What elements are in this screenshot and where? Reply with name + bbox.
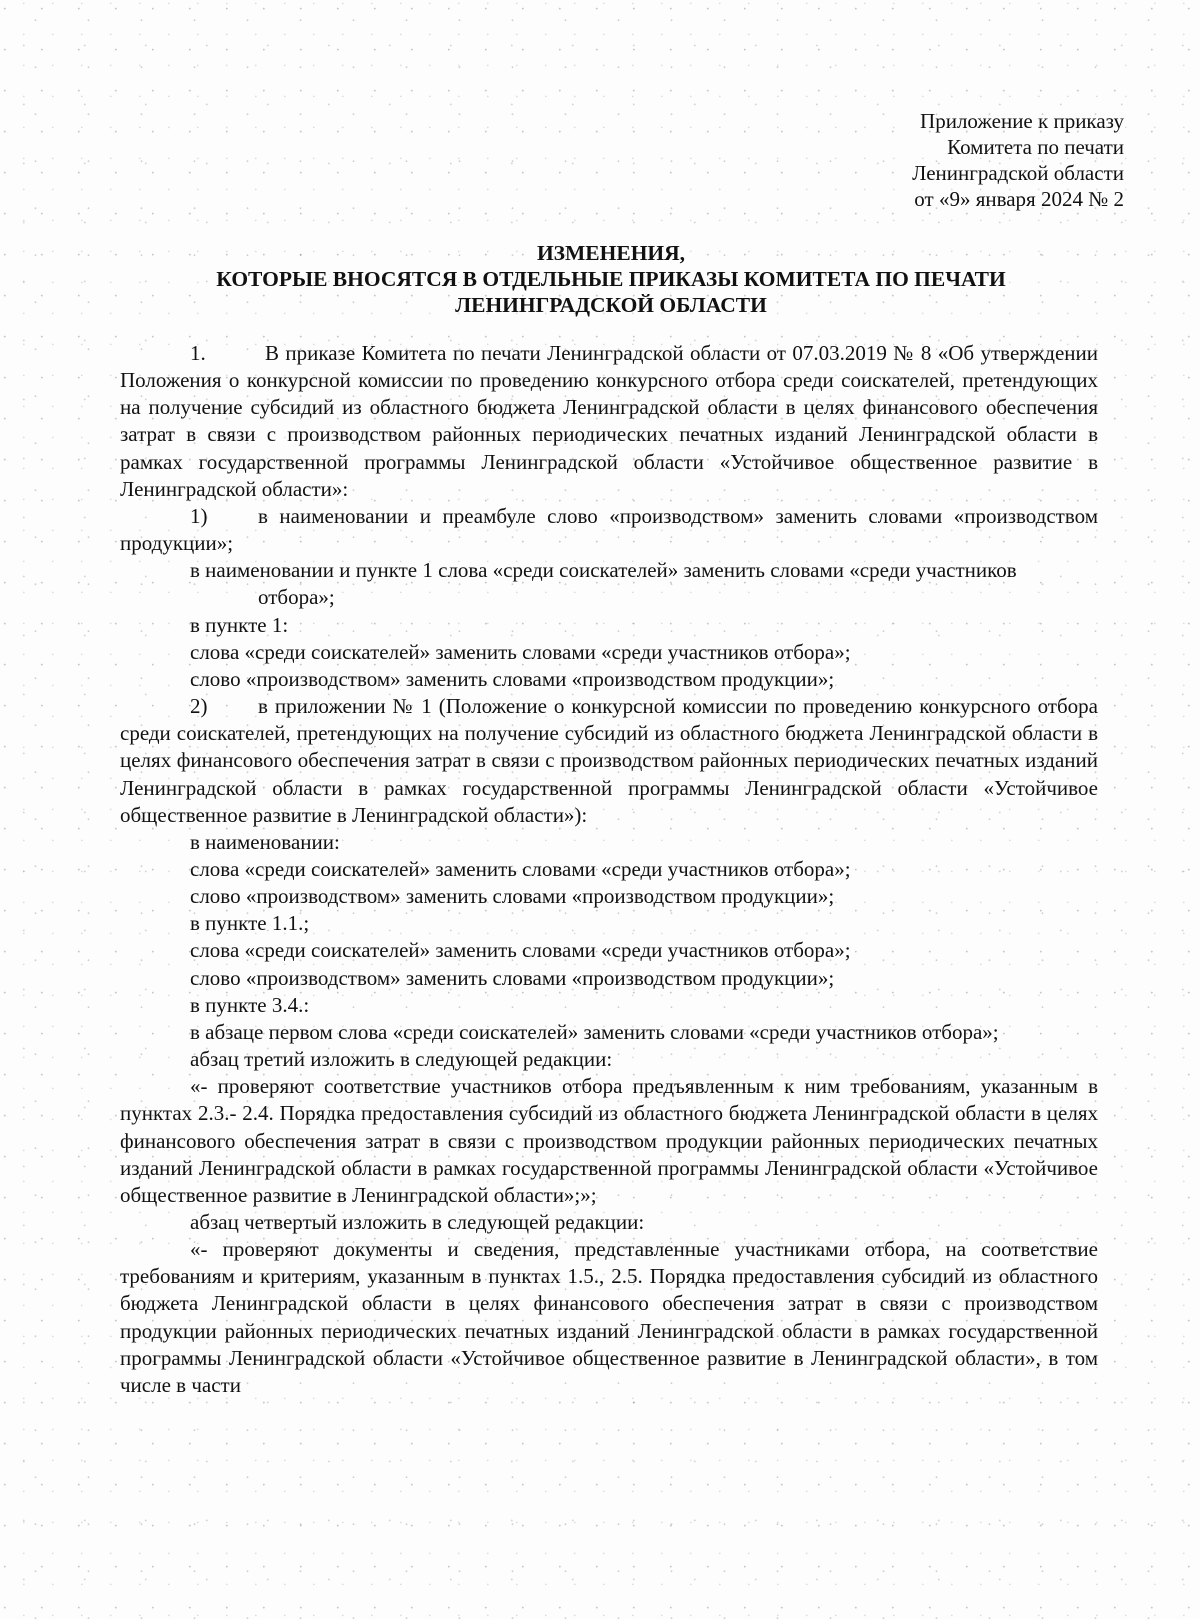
appendix-header: [912, 108, 1124, 212]
subitem-1-line-d: слова «среди соискателей» заменить словами «среди участников отбора»;: [190, 639, 851, 664]
appendix-line-4: от «9» января 2024 № 2: [914, 187, 1124, 211]
paragraph-text: В приказе Комитета по печати Ленинградской области от 07.03.2019 № 8 «Об утверждении Положения о конкурсной комиссии по проведению конкурсного отбора среди соискателей, претендующих на получение субсидий из областного бюджета Ленинградской области в целях финансового обеспечения затрат в связи с производством районных периодических печатных изданий Ленинградской области в рамках государственной программы Ленинградской области «Устойчивое общественное развитие в Ленинградской области»:: [120, 341, 1098, 501]
subitem-2-line-d: в пункте 1.1.;: [190, 911, 310, 936]
title-line-2: КОТОРЫЕ ВНОСЯТСЯ В ОТДЕЛЬНЫЕ ПРИКАЗЫ КОМИТЕТА ПО ПЕЧАТИ: [216, 267, 1006, 291]
title-line-1: ИЗМЕНЕНИЯ,: [536, 241, 686, 265]
subitem-1-line-b: в наименовании и пункте 1 слова «среди соискателей» заменить словами «среди участников отбора»;: [190, 558, 1017, 610]
title-line-3: ЛЕНИНГРАДСКОЙ ОБЛАСТИ: [455, 293, 767, 317]
subitem-2-line-f: слово «производством» заменить словами «производством продукции»;: [190, 965, 835, 990]
subitem-2: [120, 693, 1098, 829]
subitem-2-line-e: слова «среди соискателей» заменить словами «среди участников отбора»;: [190, 938, 851, 963]
subitem-text: в приложении № 1 (Положение о конкурсной комиссии по проведению конкурсного отбора среди соискателей, претендующих на получение субсидий из областного бюджета Ленинградской области в целях финансового обеспечения затрат в связи с производством районных периодических печатных изданий Ленинградской области в рамках государственной программы Ленинградской области «Устойчивое общественное развитие в Ленинградской области»):: [120, 694, 1098, 827]
subitem-2-quote-2: «- проверяют документы и сведения, представленные участниками отбора, на соответствие требованиям и критериям, указанным в пунктах 1.5., 2.5. Порядка предоставления субсидий из областного бюджета Ленинградской области в целях финансового обеспечения затрат в связи с производством продукции районных периодических печатных изданий Ленинградской области в рамках государственной программы Ленинградской области «Устойчивое общественное развитие в Ленинградской области», в том числе в части: [120, 1237, 1098, 1397]
subitem-2-line-g: в пункте 3.4.:: [190, 992, 310, 1017]
subitem-text: в наименовании и преамбуле слово «производством» заменить словами «производством продукции»;: [120, 503, 1098, 556]
subitem-1: [120, 503, 1098, 557]
subitem-1-line-e: слово «производством» заменить словами «производством продукции»;: [190, 666, 835, 691]
document-body: [120, 340, 1098, 1399]
subitem-2-line-h: в абзаце первом слова «среди соискателей» заменить словами «среди участников отбора»;: [190, 1019, 999, 1044]
subitem-2-quote-1: «- проверяют соответствие участников отбора предъявленным к ним требованиям, указанным в пунктах 2.3.- 2.4. Порядка предоставления субсидий из областного бюджета Ленинградской области в целях финансового обеспечения затрат в связи с производством продукции районных периодических печатных изданий Ленинградской области в рамках государственной программы Ленинградской области «Устойчивое общественное развитие в Ленинградской области»;»;: [120, 1074, 1098, 1207]
subitem-number: 1): [190, 503, 208, 528]
paragraph-1: [120, 340, 1098, 503]
subitem-1-line-c: в пункте 1:: [190, 612, 289, 637]
subitem-2-line-i: абзац третий изложить в следующей редакции:: [190, 1047, 613, 1072]
appendix-line-1: Приложение к приказу: [920, 109, 1124, 133]
appendix-line-3: Ленинградской области: [912, 161, 1124, 185]
appendix-line-2: Комитета по печати: [947, 135, 1124, 159]
subitem-2-line-k: абзац четвертый изложить в следующей редакции:: [190, 1210, 645, 1234]
paragraph-number: 1.: [190, 341, 206, 365]
subitem-2-line-b: слова «среди соискателей» заменить словами «среди участников отбора»;: [190, 856, 851, 881]
subitem-number: 2): [190, 694, 208, 719]
document-title: [120, 240, 1102, 318]
subitem-2-line-c: слово «производством» заменить словами «производством продукции»;: [190, 884, 835, 909]
subitem-2-line-a: в наименовании:: [190, 829, 340, 854]
